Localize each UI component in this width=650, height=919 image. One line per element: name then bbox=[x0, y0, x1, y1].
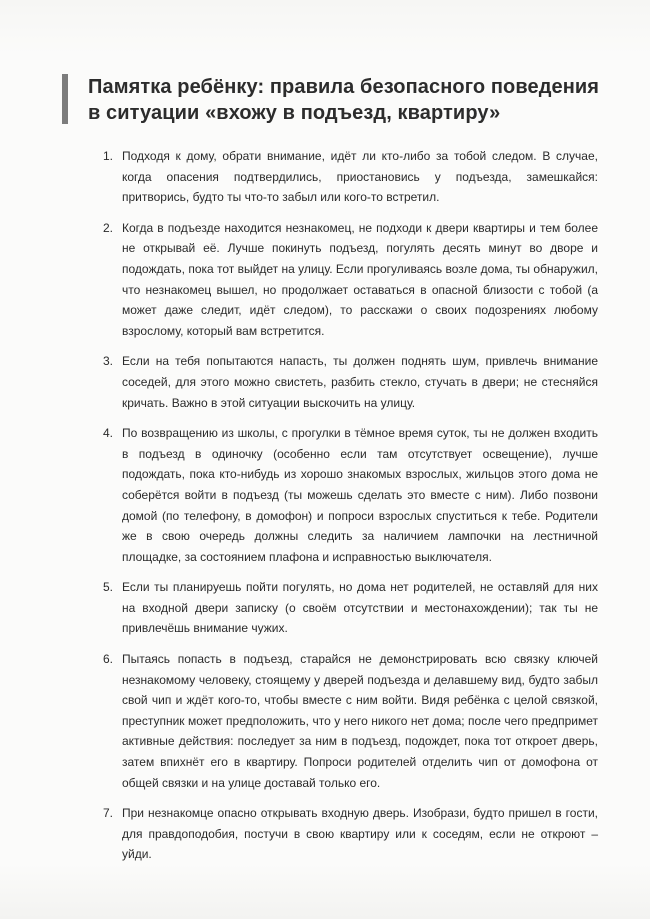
page-title-line-1: Памятка ребёнку: правила безопасного поведения bbox=[88, 76, 600, 98]
rule-number: 4. bbox=[103, 426, 114, 441]
rules-list bbox=[0, 146, 650, 875]
rule-text: Если ты планируешь пойти погулять, но дома нет родителей, не оставляй для них на входной двери записку (о своём отсутствии и местонахождении); так ты не привлечёшь внимание чужих. bbox=[122, 580, 598, 636]
rule-number: 1. bbox=[103, 149, 114, 163]
rule-number: 2. bbox=[103, 220, 114, 235]
rule-text: При незнакомце опасно открывать входную дверь. Изобрази, будто пришел в гости, для правдоподобия, постучи в свою квартиру или к соседям, если не откроют – уйди. bbox=[122, 806, 598, 862]
rule-text: Пытаясь попасть в подъезд, старайся не демонстрировать всю связку ключей незнакомому человеку, стоящему у дверей подъезда и делавшему вид, будто забыл свой чип и ждёт кого-то, чтобы вместе с ним войти. Видя ребёнка с целой связкой, преступник может предположить, что у него никого нет дома; после чего предпримет активные действия: последует за ним в подъезд, подождет, пока тот откроет дверь, затем впихнёт его в квартиру. Попроси родителей отделить чип от домофона от общей связки и на улице доставай только его. bbox=[122, 652, 598, 790]
rule-text: Когда в подъезде находится незнакомец, не подходи к двери квартиры и тем более не открывай её. Лучше покинуть подъезд, погулять десять минут во дворе и подождать, пока тот выйдет на улицу. Если прогуливаясь возле дома, ты обнаружил, что незнакомец вышел, но продолжает оставаться в опасной близости с тобой (а может даже следит, идёт следом), то расскажи о своих подозрениях любому взрослому, который вам встретится. bbox=[122, 220, 598, 338]
rule-item-1 bbox=[0, 146, 650, 208]
rule-item-2 bbox=[0, 218, 650, 342]
page-title bbox=[88, 74, 618, 126]
rule-item-7 bbox=[0, 803, 650, 865]
rule-number: 3. bbox=[103, 354, 114, 369]
rule-number: 6. bbox=[103, 652, 114, 667]
title-accent-bar bbox=[62, 74, 68, 124]
rule-number: 7. bbox=[103, 806, 114, 821]
rule-item-6 bbox=[0, 649, 650, 793]
rule-item-4 bbox=[0, 423, 650, 567]
rule-item-5 bbox=[0, 577, 650, 639]
rule-text: Подходя к дому, обрати внимание, идёт ли кто-либо за тобой следом. В случае, когда опасения подтвердились, приостановись у подъезда, замешкайся: притворись, будто ты что-то забыл или кого-то встретил. bbox=[122, 149, 598, 205]
page-title-line-2: в ситуации «вхожу в подъезд, квартиру» bbox=[88, 102, 501, 124]
rule-text: Если на тебя попытаются напасть, ты должен поднять шум, привлечь внимание соседей, для этого можно свистеть, разбить стекло, стучать в двери; не стесняйся кричать. Важно в этой ситуации выскочить на улицу. bbox=[122, 354, 598, 410]
rule-text: По возвращению из школы, с прогулки в тёмное время суток, ты не должен входить в подъезд в одиночку (особенно если там отсутствует освещение), лучше подождать, пока кто-нибудь из хорошо знакомых взрослых, жильцов этого дома не соберётся войти в подъезд (ты можешь сделать это вместе с ним). Либо позвони домой (по телефону, в домофон) и попроси взрослых спуститься к тебе. Родители же в свою очередь должны следить за наличием лампочки на лестничной площадке, за состоянием плафона и исправностью выключателя. bbox=[122, 426, 598, 564]
rule-number: 5. bbox=[103, 580, 114, 595]
rule-item-3 bbox=[0, 351, 650, 413]
